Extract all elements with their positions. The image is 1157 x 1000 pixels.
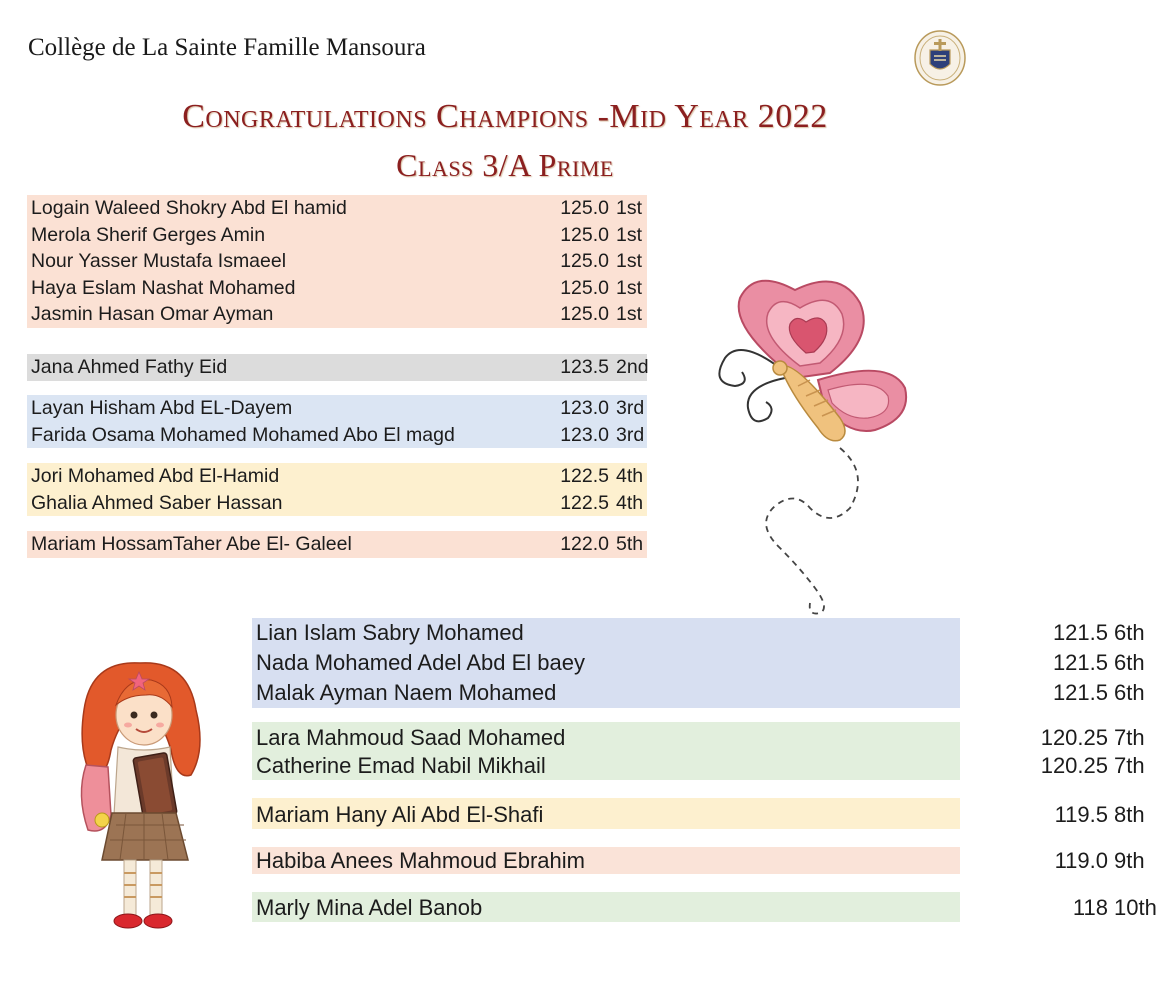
girl-with-book-illustration xyxy=(66,655,214,940)
score: 120.25 xyxy=(1040,725,1108,750)
student-name: Catherine Emad Nabil Mikhail xyxy=(256,753,546,778)
tenth-place-group xyxy=(252,892,1157,922)
butterfly-illustration xyxy=(700,268,915,618)
score: 123.0 xyxy=(560,423,609,446)
rank: 1st xyxy=(616,223,643,246)
rank: 3rd xyxy=(616,423,645,446)
table-row xyxy=(27,301,647,328)
table-row xyxy=(27,395,647,422)
student-name: Logain Waleed Shokry Abd El hamid xyxy=(31,197,347,219)
score: 123.0 xyxy=(560,397,609,419)
score: 121.5 xyxy=(1052,650,1108,675)
score: 118 xyxy=(1072,895,1108,920)
second-place-group xyxy=(27,354,647,381)
table-row xyxy=(27,275,647,302)
rank: 4th xyxy=(616,465,644,487)
first-place-group xyxy=(27,195,647,328)
table-row xyxy=(252,752,1145,780)
table-row xyxy=(27,463,647,490)
student-name: Malak Ayman Naem Mohamed xyxy=(256,680,557,705)
student-name: Nada Mohamed Adel Abd El baey xyxy=(256,650,586,675)
table-row xyxy=(252,648,1145,678)
rank: 1st xyxy=(616,250,643,272)
fifth-place-group xyxy=(27,531,647,558)
score: 119.0 xyxy=(1054,848,1108,873)
page-title: Congratulations Champions -Mid Year 2022 xyxy=(182,98,828,135)
rank: 6th xyxy=(1114,620,1145,645)
student-name: Layan Hisham Abd EL-Dayem xyxy=(31,397,293,419)
rank: 7th xyxy=(1114,753,1145,778)
student-name: Mariam HossamTaher Abe El- Galeel xyxy=(31,533,352,555)
eighth-place-group xyxy=(252,798,1145,829)
student-name: Marly Mina Adel Banob xyxy=(256,895,483,920)
student-name: Lara Mahmoud Saad Mohamed xyxy=(256,725,566,750)
rank: 4th xyxy=(616,491,644,514)
rank: 8th xyxy=(1114,802,1145,827)
score: 125.0 xyxy=(560,276,609,299)
ninth-place-group xyxy=(252,847,1145,874)
sixth-place-group xyxy=(252,618,1145,708)
table-row xyxy=(27,195,647,222)
fourth-place-group xyxy=(27,463,647,516)
rank: 3rd xyxy=(616,397,645,419)
third-place-group xyxy=(27,395,647,448)
score: 125.0 xyxy=(560,197,609,219)
rank: 1st xyxy=(616,303,643,325)
table-row xyxy=(27,422,647,449)
score: 121.5 xyxy=(1052,620,1108,645)
rank: 6th xyxy=(1114,680,1145,705)
student-name: Mariam Hany Ali Abd El-Shafi xyxy=(256,802,544,827)
student-name: Merola Sherif Gerges Amin xyxy=(31,223,266,246)
table-row xyxy=(252,847,1145,874)
class-label: Class 3/A Prime xyxy=(396,147,614,183)
rank: 1st xyxy=(616,197,643,219)
school-crest-icon xyxy=(912,28,968,88)
rank: 2nd xyxy=(616,356,649,378)
score: 125.0 xyxy=(560,250,609,272)
student-name: Jana Ahmed Fathy Eid xyxy=(31,356,228,378)
student-name: Farida Osama Mohamed Mohamed Abo El magd xyxy=(31,423,455,446)
rank: 1st xyxy=(616,276,643,299)
rank: 7th xyxy=(1114,725,1145,750)
table-row xyxy=(27,354,647,381)
rank: 5th xyxy=(616,533,644,555)
rank: 10th xyxy=(1114,895,1157,920)
table-row xyxy=(252,678,1145,708)
table-row xyxy=(27,531,647,558)
score: 119.5 xyxy=(1054,802,1108,827)
score: 121.5 xyxy=(1052,680,1108,705)
school-name: Collège de La Sainte Famille Mansoura xyxy=(28,34,426,61)
table-row xyxy=(27,222,647,249)
score: 125.0 xyxy=(560,223,609,246)
rank: 9th xyxy=(1114,848,1145,873)
student-name: Habiba Anees Mahmoud Ebrahim xyxy=(256,848,585,873)
table-row xyxy=(252,892,1157,922)
student-name: Jasmin Hasan Omar Ayman xyxy=(31,303,274,325)
score: 122.0 xyxy=(560,533,609,555)
student-name: Jori Mohamed Abd El-Hamid xyxy=(31,465,280,487)
table-row xyxy=(252,798,1145,829)
student-name: Ghalia Ahmed Saber Hassan xyxy=(31,491,283,514)
student-name: Haya Eslam Nashat Mohamed xyxy=(31,276,296,299)
rank: 6th xyxy=(1114,650,1145,675)
student-name: Nour Yasser Mustafa Ismaeel xyxy=(31,250,287,272)
student-name: Lian Islam Sabry Mohamed xyxy=(256,620,524,645)
score: 123.5 xyxy=(560,356,609,378)
table-row xyxy=(252,618,1145,648)
table-row xyxy=(27,248,647,275)
seventh-place-group xyxy=(252,722,1145,780)
table-row xyxy=(27,490,647,517)
table-row xyxy=(252,722,1145,752)
score: 122.5 xyxy=(560,491,609,514)
score: 122.5 xyxy=(560,465,609,487)
score: 125.0 xyxy=(560,303,609,325)
score: 120.25 xyxy=(1040,753,1108,778)
